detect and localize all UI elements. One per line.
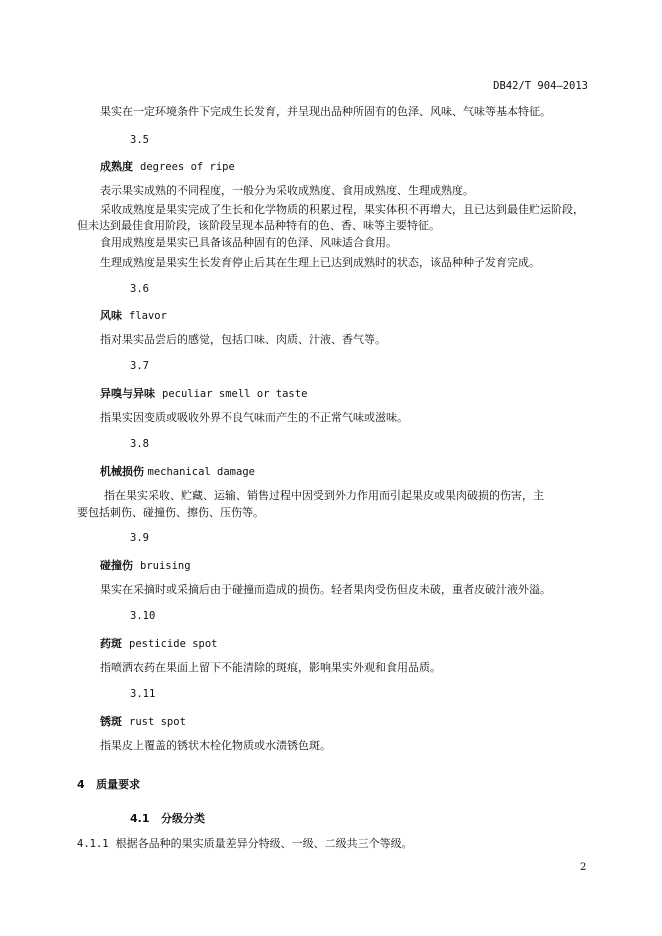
document-code: DB42/T 904—2013 (493, 80, 588, 92)
paragraph: 生理成熟度是果实生长发育停止后其在生理上已达到成熟时的状态，该品种种子发育完成。 (100, 256, 540, 269)
term-heading (100, 158, 235, 174)
paragraph: 要包括刺伤、碰撞伤、擦伤、压伤等。 (77, 506, 264, 519)
paragraph: 采收成熟度是果实完成了生长和化学物质的积累过程，果实体积不再增大，且已达到最佳贮运阶段， (100, 203, 584, 216)
paragraph: 但未达到最佳食用阶段，该阶段呈现本品种特有的色、香、味等主要特征。 (77, 219, 440, 232)
term-en: bruising (140, 560, 191, 572)
term-zh: 成熟度 (100, 160, 133, 173)
clause-number: 3.8 (130, 438, 149, 450)
subsection-title: 分级分类 (161, 812, 205, 825)
term-zh: 风味 (100, 309, 122, 322)
paragraph: 指喷洒农药在果面上留下不能清除的斑痕，影响果实外观和食用品质。 (100, 661, 441, 674)
term-en: pesticide spot (129, 638, 218, 650)
term-zh: 锈斑 (100, 715, 122, 728)
term-heading (100, 557, 191, 573)
term-heading (100, 463, 255, 479)
paragraph: 指果皮上覆盖的锈状木栓化物质或水渍锈色斑。 (100, 739, 331, 752)
term-zh: 药斑 (100, 637, 122, 650)
term-en: mechanical damage (147, 466, 255, 478)
paragraph: 果实在一定环境条件下完成生长发育，并呈现出品种所固有的色泽、风味、气味等基本特征。 (100, 105, 551, 118)
paragraph: 果实在采摘时或采摘后由于碰撞而造成的损伤。轻者果肉受伤但皮未破，重者皮破汁液外溢。 (100, 583, 551, 596)
subsection-number: 4.1 (130, 812, 150, 825)
term-en: rust spot (129, 716, 186, 728)
paragraph: 指对果实品尝后的感觉，包括口味、肉质、汁液、香气等。 (100, 333, 386, 346)
clause-number: 3.7 (130, 360, 149, 372)
clause-number: 3.9 (130, 532, 149, 544)
term-zh: 碰撞伤 (100, 559, 133, 572)
term-heading (100, 385, 307, 401)
section-title: 质量要求 (96, 778, 141, 791)
clause-paragraph (77, 837, 413, 851)
subsection-heading (130, 810, 205, 826)
term-zh: 机械损伤 (100, 465, 144, 478)
clause-number: 3.11 (130, 688, 156, 700)
clause-number: 3.6 (130, 283, 149, 295)
paragraph: 食用成熟度是果实已具备该品种固有的色泽、风味适合食用。 (100, 236, 397, 249)
term-en: degrees of ripe (140, 161, 235, 173)
paragraph: 根据各品种的果实质量差异分特级、一级、二级共三个等级。 (115, 837, 413, 850)
clause-number: 4.1.1 (77, 838, 109, 850)
term-heading (100, 713, 186, 729)
paragraph: 指在果实采收、贮藏、运输、销售过程中因受到外力作用而引起果皮或果肉破损的伤害，主 (104, 489, 544, 502)
term-heading (100, 635, 218, 651)
clause-number: 3.10 (130, 610, 156, 622)
term-en: peculiar smell or taste (162, 388, 308, 400)
section-heading (77, 776, 140, 792)
paragraph: 表示果实成熟的不同程度，一般分为采收成熟度、食用成熟度、生理成熟度。 (100, 184, 474, 197)
term-zh: 异嗅与异味 (100, 387, 155, 400)
paragraph: 指果实因变质或吸收外界不良气味而产生的不正常气味或滋味。 (100, 411, 408, 424)
clause-number: 3.5 (130, 134, 149, 146)
term-en: flavor (129, 310, 167, 322)
page-number: 2 (580, 862, 587, 873)
section-number: 4 (77, 778, 85, 791)
term-heading (100, 307, 167, 323)
